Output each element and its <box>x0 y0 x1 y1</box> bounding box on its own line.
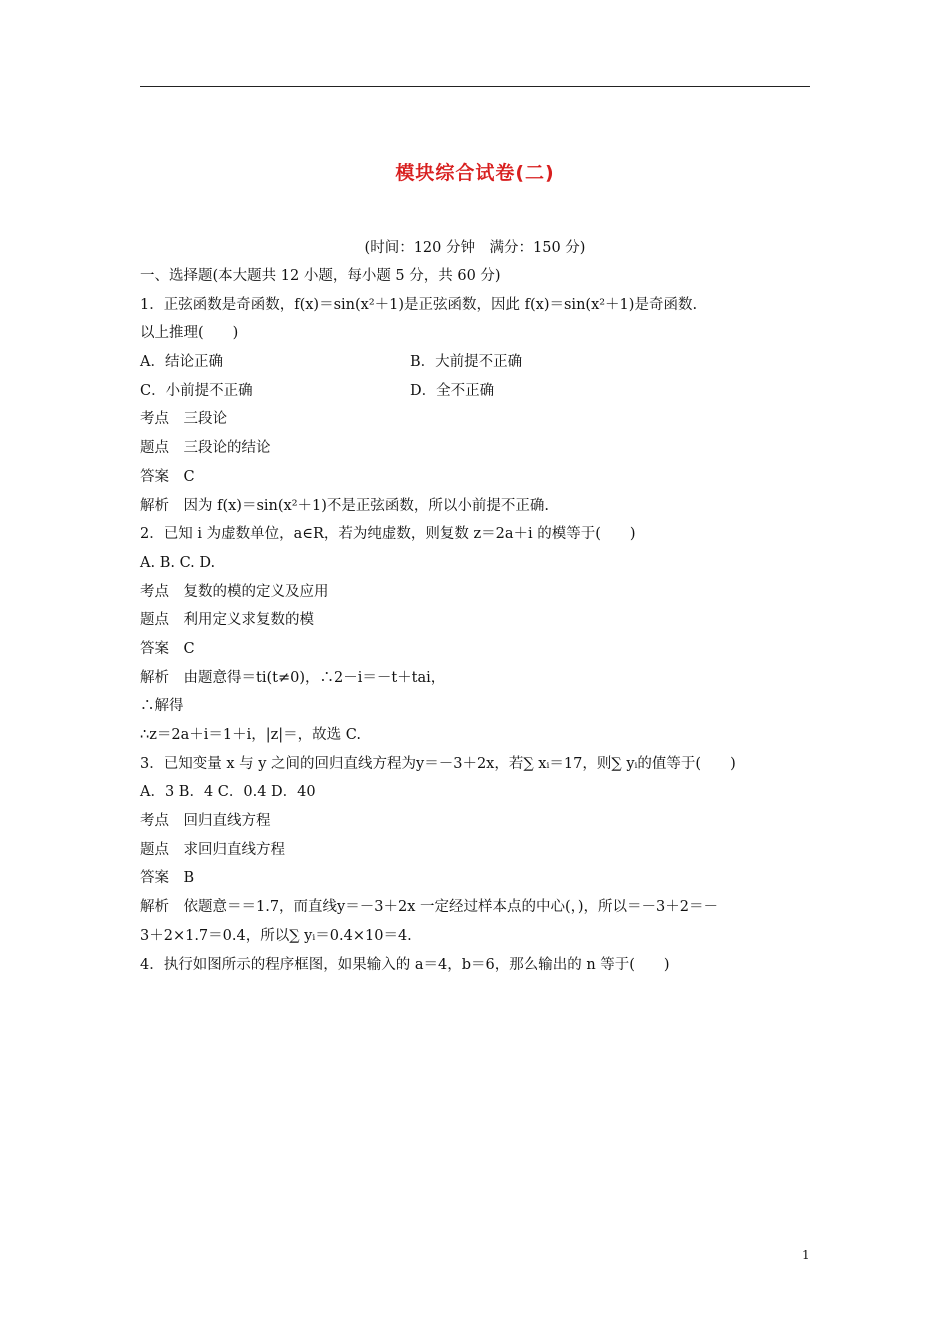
section-heading: 一、选择题(本大题共 12 小题，每小题 5 分，共 60 分) <box>140 268 501 284</box>
question-3-answer: 答案 B <box>140 870 195 887</box>
question-3-subtopic: 题点 求回归直线方程 <box>140 841 285 858</box>
question-1-options-row-1 <box>140 348 810 377</box>
page-title: 模块综合试卷(二) <box>395 162 555 184</box>
question-2-subtopic: 题点 利用定义求复数的模 <box>140 612 314 629</box>
question-2-analysis: 解析 由题意得＝ti(t≠0)，∴2－i＝－t＋tai， <box>140 669 446 686</box>
option-d: D．全不正确 <box>410 382 495 399</box>
question-2-stem: 2．已知 i 为虚数单位，a∈R，若为纯虚数，则复数 z＝2a＋i 的模等于( ) <box>140 526 636 543</box>
question-1-topic: 考点 三段论 <box>140 411 227 428</box>
question-2-analysis-cont-1: ∴解得 <box>140 698 184 715</box>
question-3-options: A．3 B．4 C．0.4 D．40 <box>140 784 316 801</box>
question-3-topic: 考点 回归直线方程 <box>140 813 271 830</box>
question-1-analysis: 解析 因为 f(x)＝sin(x²＋1)不是正弦函数，所以小前提不正确. <box>140 497 550 514</box>
question-3-stem: 3．已知变量 x 与 y 之间的回归直线方程为y＝－3＋2x，若∑ xᵢ＝17，则∑ yᵢ的值等于( ) <box>140 755 736 772</box>
question-1-answer: 答案 C <box>140 468 195 485</box>
question-2-analysis-cont-2: ∴z＝2a＋i＝1＋i，|z|＝，故选 C. <box>140 727 361 743</box>
option-b: B．大前提不正确 <box>410 354 523 371</box>
question-2-answer: 答案 C <box>140 640 195 657</box>
document-body <box>140 262 810 979</box>
question-1-subtopic: 题点 三段论的结论 <box>140 440 271 457</box>
exam-info: (时间：120 分钟 满分：150 分) <box>364 240 586 256</box>
question-1-stem-cont: 以上推理( ) <box>140 325 239 342</box>
question-1-options-row-2 <box>140 377 810 406</box>
question-2-options: A. B. C. D. <box>140 554 216 571</box>
question-4-stem: 4．执行如图所示的程序框图，如果输入的 a＝4，b＝6，那么输出的 n 等于( ) <box>140 956 670 973</box>
question-3-analysis: 解析 依题意＝＝1.7，而直线y＝－3＋2x 一定经过样本点的中心(，)，所以＝－3＋2＝－ <box>140 899 719 916</box>
option-a: A．结论正确 <box>140 354 223 371</box>
question-3-analysis-cont: 3＋2×1.7＝0.4，所以∑ yᵢ＝0.4×10＝4. <box>140 927 412 944</box>
header-rule <box>140 86 810 87</box>
option-c: C．小前提不正确 <box>140 382 253 399</box>
page-number: 1 <box>802 1248 810 1262</box>
question-2-topic: 考点 复数的模的定义及应用 <box>140 583 329 600</box>
question-1-stem: 1．正弦函数是奇函数，f(x)＝sin(x²＋1)是正弦函数，因此 f(x)＝sin(x²＋1)是奇函数. <box>140 296 698 313</box>
